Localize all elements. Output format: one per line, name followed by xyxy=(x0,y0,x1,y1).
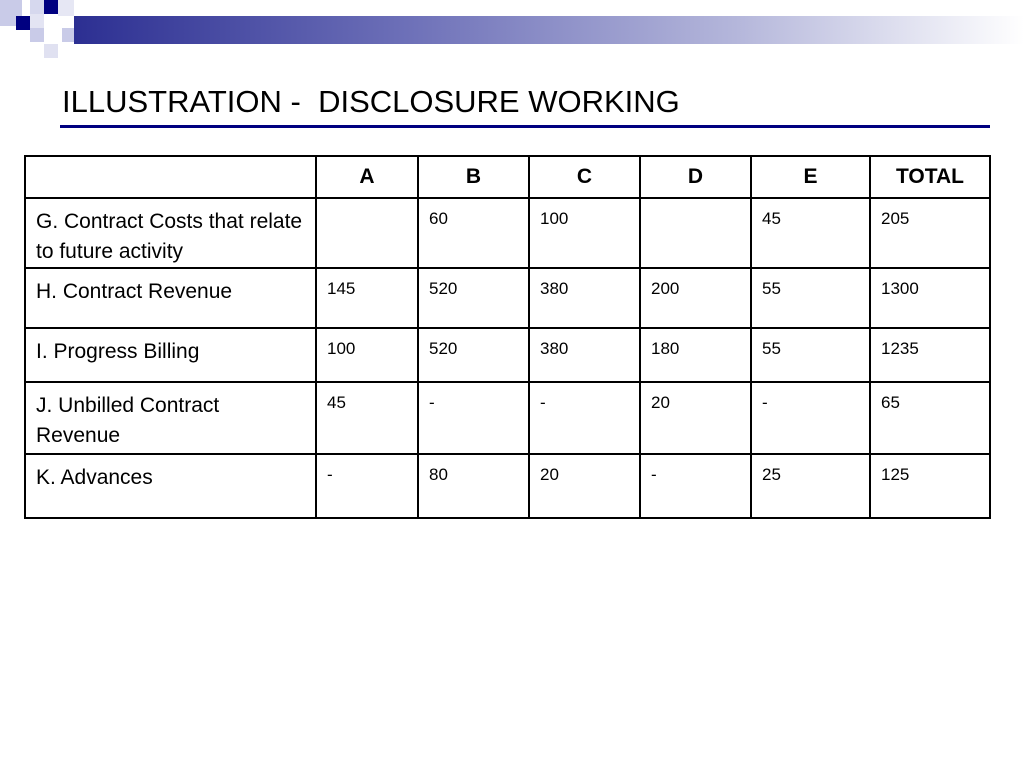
table-cell: - xyxy=(529,382,640,454)
row-label: I. Progress Billing xyxy=(25,328,316,382)
table-cell: 145 xyxy=(316,268,418,328)
table-cell: 125 xyxy=(870,454,990,518)
table-row xyxy=(25,382,990,454)
table-cell: 520 xyxy=(418,268,529,328)
decor-square xyxy=(30,0,44,14)
header-gradient-bar xyxy=(74,16,1024,44)
header-cell: A xyxy=(316,156,418,198)
table-cell: 180 xyxy=(640,328,751,382)
decor-square xyxy=(44,44,58,58)
header-cell xyxy=(25,156,316,198)
header-cell: B xyxy=(418,156,529,198)
title-underline xyxy=(60,125,990,128)
decor-square xyxy=(62,28,74,42)
table-cell xyxy=(640,198,751,268)
table-cell: 20 xyxy=(529,454,640,518)
row-label: K. Advances xyxy=(25,454,316,518)
table-cell: 1300 xyxy=(870,268,990,328)
table-cell: 45 xyxy=(316,382,418,454)
row-label: H. Contract Revenue xyxy=(25,268,316,328)
table-cell: 25 xyxy=(751,454,870,518)
table-cell: - xyxy=(316,454,418,518)
header-cell: TOTAL xyxy=(870,156,990,198)
table-row xyxy=(25,268,990,328)
table-cell: 200 xyxy=(640,268,751,328)
table-cell: 380 xyxy=(529,268,640,328)
header-cell: D xyxy=(640,156,751,198)
decor-square xyxy=(30,14,44,28)
table-cell: 100 xyxy=(529,198,640,268)
header-cell: E xyxy=(751,156,870,198)
table-cell: 20 xyxy=(640,382,751,454)
header-cell: C xyxy=(529,156,640,198)
table-cell xyxy=(316,198,418,268)
table-cell: 520 xyxy=(418,328,529,382)
table-cell: 380 xyxy=(529,328,640,382)
decor-square xyxy=(58,0,74,16)
table-cell: - xyxy=(418,382,529,454)
table-cell: 205 xyxy=(870,198,990,268)
table-cell: 60 xyxy=(418,198,529,268)
table-cell: - xyxy=(751,382,870,454)
row-label: J. Unbilled Contract Revenue xyxy=(25,382,316,454)
table-cell: - xyxy=(640,454,751,518)
table-cell: 55 xyxy=(751,268,870,328)
table-row xyxy=(25,198,990,268)
disclosure-table xyxy=(24,155,991,519)
table-cell: 1235 xyxy=(870,328,990,382)
decor-square xyxy=(16,16,30,30)
table-cell: 45 xyxy=(751,198,870,268)
table-cell: 80 xyxy=(418,454,529,518)
decor-square xyxy=(44,0,58,14)
table-header-row xyxy=(25,156,990,198)
table-cell: 65 xyxy=(870,382,990,454)
table-row xyxy=(25,328,990,382)
decor-square xyxy=(30,28,44,42)
slide-title: ILLUSTRATION - DISCLOSURE WORKING xyxy=(62,84,680,119)
table-cell: 55 xyxy=(751,328,870,382)
table-cell: 100 xyxy=(316,328,418,382)
row-label: G. Contract Costs that relate to future activity xyxy=(25,198,316,268)
table-row xyxy=(25,454,990,518)
